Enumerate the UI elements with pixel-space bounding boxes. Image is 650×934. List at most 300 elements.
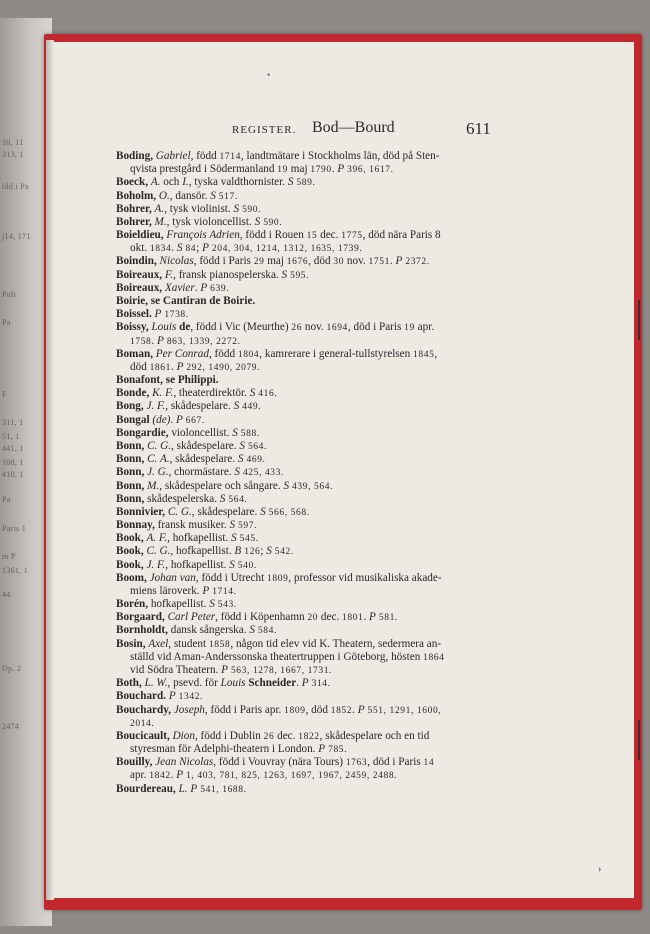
register-entry (116, 150, 439, 164)
cover-mark (638, 720, 640, 760)
entry-text: Johan van (149, 571, 196, 584)
entry-text: S (237, 453, 244, 466)
entry-headword: Boeck, (116, 176, 151, 189)
entry-text: C. A. (147, 453, 170, 466)
entry-text: , tysk violoncellist. (166, 215, 255, 228)
entry-text: styresman för Adelphi-theatern i London. (130, 743, 319, 756)
register-entry (116, 400, 261, 414)
entry-headword: Bosin, (116, 637, 149, 650)
entry-headword: Book, (116, 545, 147, 558)
entry-reference: 416. (255, 389, 278, 400)
facing-page-fragment: Poli (2, 290, 17, 299)
facing-page-fragment: 51, 1 (2, 432, 20, 441)
register-entry (116, 190, 238, 204)
entry-headword: Boholm, (116, 189, 159, 202)
register-entry (116, 321, 434, 335)
facing-page-fragment: Pa (2, 318, 11, 327)
register-entry (116, 374, 219, 387)
entry-text: S (176, 242, 183, 255)
entry-text: S (231, 532, 237, 545)
entry-text: , professor vid musikaliska akade- (288, 571, 442, 584)
entry-reference: 1714. (209, 586, 237, 597)
entry-text: Jean Nicolas (155, 756, 214, 769)
entry-text: S (229, 558, 235, 571)
entry-reference: 469. (243, 455, 266, 466)
entry-text: S (232, 426, 238, 439)
entry-text: L. W. (144, 677, 168, 690)
entry-text: ; (196, 242, 203, 255)
entry-reference: 1845 (413, 349, 435, 360)
entry-text: P (157, 334, 164, 347)
entry-text: J. G. (147, 466, 169, 479)
entry-text: nov. (302, 321, 327, 334)
facing-page-fragment: Pa (2, 495, 11, 504)
entry-text: Nicolas (159, 255, 194, 268)
entry-reference: 15 (306, 231, 318, 242)
entry-text: . (363, 611, 370, 624)
entry-headword: Bouilly, (116, 756, 156, 769)
ink-speck: • (267, 70, 271, 80)
register-entry (116, 559, 257, 573)
entry-headword: Boirie, se Cantiran de Boirie. (116, 294, 256, 307)
entry-reference: 1, 403, 781, 825, 1263, 1697, 1967, 2459, 2488. (183, 771, 398, 782)
entry-text: S (260, 505, 266, 518)
entry-text: S (281, 268, 288, 281)
entry-text: , död (305, 703, 331, 716)
facing-page-fragment: Op. 2 (2, 664, 22, 673)
entry-headword: Bouchardy, (116, 703, 174, 716)
entry-headword: Bohrer, (116, 215, 155, 228)
entry-text: , landtmätare i Stockholms län, död på Sten- (240, 150, 440, 162)
entry-reference: 30 (333, 257, 345, 268)
entry-reference: 1714 (219, 152, 241, 162)
register-entry (116, 598, 237, 612)
entry-headword: Bohrer, (116, 202, 155, 215)
facing-page-fragment: 441, 1 (2, 444, 24, 453)
page-margin-mark: › (598, 864, 602, 875)
entry-reference: 425, 433. (239, 468, 284, 479)
entry-headword: Bonn, (116, 466, 148, 479)
entry-text: Louis (220, 677, 246, 690)
entry-headword: Boissy, (116, 321, 152, 334)
register-entry-continuation (130, 163, 394, 177)
register-entry (116, 466, 284, 480)
entry-text: S (249, 387, 256, 400)
entry-text: P (176, 360, 184, 373)
entry-text: Dion (172, 729, 195, 742)
register-entry-continuation (130, 743, 347, 757)
entry-text: violoncellist. (171, 426, 233, 439)
entry-text: , tyska valdthornister. (188, 176, 288, 189)
entry-text: S (239, 439, 245, 452)
entry-text: skådespelerska. (147, 492, 220, 505)
facing-page-fragment: 311, 1 (2, 418, 24, 427)
entry-reference: 204, 304, 1214, 1312, 1635, 1739. (208, 244, 363, 255)
entry-text: P (202, 242, 209, 255)
entry-reference: 26 (291, 323, 303, 334)
register-entry-continuation (130, 242, 362, 256)
entry-headword: Bong, (116, 400, 147, 413)
entry-text: A. (154, 202, 165, 215)
entry-headword: Boom, (116, 571, 150, 584)
entry-text: , född i Köpenhamn (215, 611, 308, 624)
entry-text: , skådespelare och en tid (319, 729, 430, 742)
register-entry (116, 783, 247, 797)
entry-text: S (266, 545, 272, 558)
register-entry (116, 677, 331, 691)
entry-text: P (154, 308, 162, 321)
register-entry-continuation (130, 651, 445, 665)
entry-reference: 1676 (286, 257, 309, 268)
entry-text: , skådespelare. (191, 505, 261, 518)
facing-page-fragment: 44 (2, 590, 11, 599)
entry-text: hofkapellist. (150, 598, 210, 611)
entry-headword: Boieldieu, (116, 229, 167, 242)
entry-reference: 1809 (284, 705, 306, 716)
entry-reference: 20 (307, 613, 319, 624)
entry-text: , skådespelare. (165, 400, 234, 413)
entry-text: Gabriel (155, 150, 191, 162)
register-entry (116, 493, 247, 507)
entry-reference: 1763 (345, 758, 368, 769)
entry-text: , skådespelare. (169, 453, 238, 466)
page-gutter (46, 40, 54, 900)
entry-reference: 1864 (423, 652, 445, 663)
entry-reference: 543. (214, 600, 237, 611)
entry-headword: Bonn, (116, 492, 148, 505)
entry-text: (de) (152, 413, 171, 426)
entry-text: Joseph (173, 703, 205, 716)
entry-headword: Boissel. (116, 308, 155, 321)
entry-headword: Bourdereau, (116, 782, 179, 795)
entry-text: , (434, 347, 438, 360)
entry-text: vid Södra Theatern. (130, 664, 222, 677)
entry-text: , född (208, 347, 238, 360)
entry-text: S (219, 492, 226, 505)
entry-text: nov. (344, 255, 369, 268)
entry-text: okt. (130, 242, 150, 255)
register-entry (116, 282, 229, 296)
entry-headword: Bornholdt, (116, 624, 171, 637)
entry-text: maj (287, 163, 311, 176)
entry-text: , född i Dublin (194, 729, 264, 742)
entry-text: . (170, 413, 176, 426)
entry-text: J. F. (146, 558, 166, 571)
entry-reference: 1809 (267, 573, 289, 584)
entry-text: , chormästare. (168, 466, 235, 479)
entry-headword: Book, (116, 532, 147, 545)
entry-text: François Adrien (166, 229, 240, 242)
register-entry (116, 572, 442, 586)
facing-page-fragment: 410, 1 (2, 470, 24, 479)
entry-text: S (210, 189, 216, 202)
entry-headword: Boucicault, (116, 729, 173, 742)
entry-text: dec. (317, 229, 342, 242)
entry-text: J. F. (146, 400, 166, 413)
entry-reference: 590. (260, 217, 283, 228)
entry-headword: Bonn, (116, 439, 148, 452)
register-entry (116, 216, 282, 230)
entry-reference: 566, 568. (265, 507, 310, 518)
entry-text: M. (154, 215, 167, 228)
entry-headword: Bonnivier, (116, 505, 168, 518)
register-entry-continuation (130, 585, 237, 599)
entry-text: S (254, 215, 261, 228)
entry-reference: 2372. (402, 257, 430, 268)
entry-reference: 1694 (326, 323, 348, 334)
register-entry (116, 255, 430, 269)
entry-text: P (200, 281, 208, 294)
running-header (0, 118, 650, 138)
entry-text: , född i Paris (193, 255, 254, 268)
facing-page-fragment: 108, 1 (2, 458, 24, 467)
entry-text: Per Conrad (155, 347, 209, 360)
page-number: 611 (466, 119, 491, 138)
entry-text: , död nära Paris 8 (362, 229, 441, 242)
entry-headword: Bongal (116, 413, 153, 426)
register-entry (116, 414, 205, 428)
entry-reference: 639. (207, 283, 230, 294)
entry-text: , död i Paris (347, 321, 405, 334)
register-entry (116, 730, 429, 744)
entry-text: . (331, 163, 338, 176)
entry-reference: 581. (375, 613, 398, 624)
entry-text: ; (260, 545, 267, 558)
entry-text: , kamrerare i general-tullstyrelsen (259, 347, 414, 360)
entry-reference: 1758 (130, 336, 152, 347)
register-entry (116, 229, 441, 243)
register-entry (116, 532, 259, 546)
entry-text: och (160, 176, 183, 189)
entry-text: F. (164, 268, 174, 281)
register-entry (116, 269, 309, 283)
entry-text: , född (190, 150, 220, 162)
entry-headword: Book, (116, 558, 147, 571)
register-entry-continuation (130, 717, 154, 731)
register-entry-continuation (130, 664, 332, 678)
register-entry (116, 506, 310, 520)
entry-text: C. G. (146, 545, 171, 558)
entry-reference: 292, 1490, 2079. (183, 362, 261, 373)
entry-text: L. (178, 782, 188, 795)
entry-reference: 589. (293, 178, 316, 189)
entry-reference: 590. (239, 204, 262, 215)
entry-text: C. G. (167, 505, 192, 518)
entry-text: . (296, 677, 302, 690)
entry-text: , född i Rouen (239, 229, 307, 242)
entry-text: , död i Paris (367, 756, 424, 769)
entry-text: , född i Paris apr. (204, 703, 285, 716)
entry-text: apr. (130, 769, 150, 782)
entry-reference: 863, 1339, 2272. (163, 336, 241, 347)
entry-text: miens läroverk. (130, 584, 203, 597)
entry-headword: de (176, 321, 191, 334)
register-entry (116, 519, 257, 533)
entry-reference: 1775 (341, 231, 363, 242)
entry-text: P (395, 255, 403, 268)
register-entry (116, 387, 277, 401)
register-entry-continuation (130, 361, 260, 375)
entry-text: , tysk violinist. (164, 202, 234, 215)
entry-text: , theaterdirektör. (173, 387, 250, 400)
entry-text: , hofkapellist. (170, 545, 235, 558)
entry-text: , psevd. för (167, 677, 221, 690)
entry-headword: Boireaux, (116, 281, 165, 294)
entry-text: , någon tid elev vid K. Theatern, sedermera an- (230, 637, 442, 650)
entry-text: Carl Peter (167, 611, 216, 624)
facing-page-fragment: 2474 (2, 722, 20, 731)
entry-reference: 14 (423, 758, 435, 769)
entry-text: I. (182, 176, 189, 189)
entry-text: S (229, 519, 236, 532)
entry-text: död (130, 360, 150, 373)
entry-reference: 29 (253, 257, 265, 268)
entry-text: P (190, 782, 198, 795)
entry-reference: 449. (239, 402, 262, 413)
register-entry-continuation (130, 769, 397, 783)
entry-reference: 564. (225, 494, 248, 505)
entry-reference: 542. (271, 547, 294, 558)
entry-reference: 19 (404, 323, 415, 334)
entry-reference: 667. (182, 415, 205, 426)
entry-text: Axel (148, 637, 169, 650)
entry-text: , skådespelare. (171, 439, 240, 452)
entry-headword: Bonde, (116, 387, 153, 400)
entry-headword: Borén, (116, 598, 151, 611)
entry-text: dec. (318, 611, 343, 624)
entry-text: . (194, 281, 201, 294)
entry-text: P (202, 584, 210, 597)
entry-reference: 1342. (175, 692, 204, 703)
entry-text: , död (308, 255, 334, 268)
entry-text: B (234, 545, 242, 558)
entry-text: . (170, 769, 177, 782)
entry-text: . (389, 255, 396, 268)
register-entry (116, 308, 189, 322)
entry-text: S (233, 202, 240, 215)
entry-reference: 1858 (208, 639, 231, 650)
register-entry (116, 624, 277, 638)
entry-text: M. (147, 479, 160, 492)
entry-reference: 19 (277, 165, 288, 176)
entry-text: , född i Vic (Meurthe) (190, 321, 292, 334)
entry-text: ställd vid Aman-Anderssonska theatertruppen i Göteborg, hösten (130, 650, 424, 663)
register-entry (116, 545, 294, 559)
entry-text: , född i Vouvray (nära Tours) (213, 756, 346, 769)
entry-text: . (151, 334, 157, 347)
entry-headword: Boireaux, (116, 268, 165, 281)
entry-text: S (234, 466, 240, 479)
header-register: REGISTER. (232, 124, 297, 136)
cover-mark (638, 300, 640, 340)
entry-reference: 545. (236, 534, 259, 545)
entry-reference: 517. (215, 191, 238, 202)
entry-text: , skådespelare och sångare. (159, 479, 284, 492)
register-entry (116, 638, 441, 652)
register-entry (116, 427, 260, 441)
entry-text: P (369, 611, 376, 624)
entry-text: , dansör. (169, 189, 211, 202)
entry-text: A. (150, 176, 161, 189)
entry-headword: Bongardie, (116, 426, 172, 439)
entry-text: , fransk pianospelerska. (173, 268, 282, 281)
register-entry (116, 611, 398, 625)
entry-reference: 1751 (368, 257, 390, 268)
entry-text: S (249, 624, 255, 637)
entry-text: C. G. (147, 439, 172, 452)
entry-reference: 396, 1617. (344, 165, 394, 176)
facing-page-fragment: 1361, 1 (2, 566, 29, 575)
entry-headword: Boman, (116, 347, 156, 360)
entry-text: , hofkapellist. (165, 558, 230, 571)
entry-reference: 563, 1278, 1667, 1731. (227, 666, 333, 677)
entry-text: P (168, 690, 176, 703)
entry-headword: Bouchard. (116, 690, 169, 703)
entry-headword: Bonnay, (116, 519, 158, 532)
facing-page-fragment: 313, 1 (2, 150, 24, 159)
entry-reference: 595. (287, 270, 310, 281)
entry-headword: Boindin, (116, 255, 160, 268)
register-entry (116, 480, 333, 494)
entry-reference: 1738. (161, 310, 189, 321)
entry-text: . (170, 360, 177, 373)
entry-text: Xavier (164, 281, 195, 294)
register-entry (116, 756, 434, 770)
entry-text: , hofkapellist. (167, 532, 232, 545)
entry-reference: 1822 (298, 731, 320, 742)
entry-text: , född i Utrecht (195, 571, 268, 584)
facing-page-fragment: F (2, 390, 7, 399)
entry-text: . (352, 703, 358, 716)
entry-reference: 540. (234, 560, 257, 571)
entry-reference: 1842 (149, 771, 171, 782)
entry-text: P (337, 163, 345, 176)
entry-text: O. (158, 189, 170, 202)
entry-text: dec. (274, 729, 299, 742)
entry-text: maj (264, 255, 287, 268)
entry-text: dansk sångerska. (170, 624, 250, 637)
entry-reference: 588. (237, 428, 260, 439)
entry-text: A. F. (146, 532, 168, 545)
entry-text: qvista prestgård i Södermanland (130, 163, 278, 176)
entry-reference: 597. (235, 521, 258, 532)
entry-text: S (287, 176, 294, 189)
facing-page-fragment: 10, 11 (2, 138, 24, 147)
entry-reference: 26 (263, 731, 275, 742)
register-entry-continuation (130, 335, 241, 349)
entry-reference: 551, 1291, 1600, (364, 705, 442, 716)
entry-text: P (318, 743, 326, 756)
entry-reference: 1804 (237, 349, 260, 360)
entry-headword: Bonn, (116, 453, 148, 466)
entry-text: P (357, 703, 365, 716)
register-entry (116, 704, 441, 718)
entry-reference: 2014. (130, 718, 155, 729)
register-entry (116, 690, 203, 704)
entry-text: . (171, 242, 177, 255)
entry-text: P (176, 769, 184, 782)
register-entry (116, 453, 266, 467)
entry-reference: 314. (308, 679, 331, 690)
facing-page-fragment: j14, 171 (2, 232, 31, 241)
entry-text: fransk musiker. (157, 519, 230, 532)
header-range: Bod—Bourd (312, 119, 395, 136)
entry-headword: Borgaard, (116, 611, 168, 624)
entry-headword: Schneider (245, 677, 297, 690)
entry-reference: 84 (182, 244, 197, 255)
entry-headword: Both, (116, 677, 145, 690)
entry-reference: 1852 (330, 705, 353, 716)
